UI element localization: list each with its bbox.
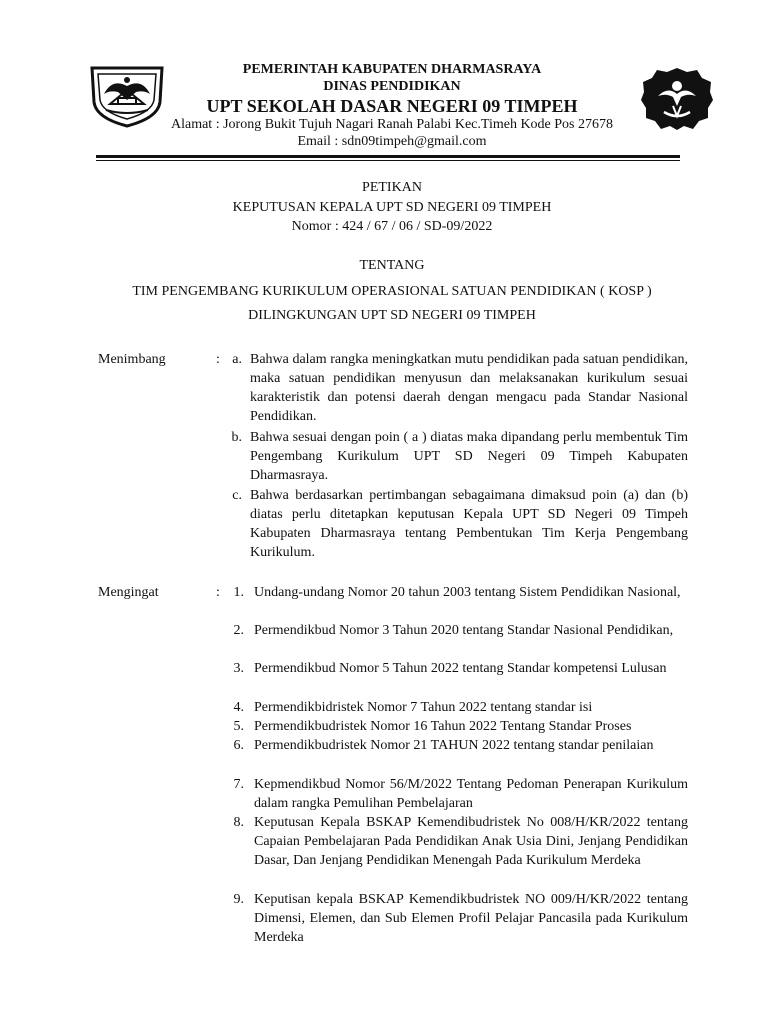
subject-line-2: DILINGKUNGAN UPT SD NEGERI 09 TIMPEH	[248, 308, 536, 323]
menimbang-marker: b.	[231, 430, 242, 445]
mengingat-item-text: Permendikbidristek Nomor 7 Tahun 2022 tentang standar isi	[254, 700, 593, 715]
menimbang-colon: :	[216, 352, 220, 367]
menimbang-label: Menimbang	[98, 352, 166, 367]
mengingat-item-text: Undang-undang Nomor 20 tahun 2003 tentang Sistem Pendidikan Nasional,	[254, 585, 681, 600]
letterhead-school-name: UPT SEKOLAH DASAR NEGERI 09 TIMPEH	[206, 96, 578, 116]
letterhead-divider-thin	[96, 160, 680, 161]
doc-type-title: PETIKAN	[362, 180, 422, 195]
decree-number: Nomor : 424 / 67 / 06 / SD-09/2022	[291, 219, 493, 234]
mengingat-item-text: Keputusan Kepala BSKAP Kemendibudristek No 008/H/KR/2022 tentang Capaian Pembelajaran Pada Pendidikan Anak Usia Dini, Jenjang Pendidikan Dasar, Dan Jenjang Pendidikan Menengah Pada Kurikulum Merdeka	[254, 815, 688, 868]
letterhead-divider-thick	[96, 155, 680, 158]
mengingat-marker: 9.	[233, 892, 244, 907]
mengingat-marker: 3.	[233, 661, 244, 676]
mengingat-item-text: Permendikbud Nomor 3 Tahun 2020 tentang Standar Nasional Pendidikan,	[254, 623, 674, 638]
mengingat-item-text: Permendikbudristek Nomor 21 TAHUN 2022 tentang standar penilaian	[254, 738, 654, 753]
menimbang-item-text: Bahwa sesuai dengan poin ( a ) diatas maka dipandang perlu membentuk Tim Pengembang Kurikulum UPT SD Negeri 09 Timpeh Kabupaten Dharmasraya.	[250, 430, 688, 483]
mengingat-item-text: Permendikbudristek Nomor 16 Tahun 2022 Tentang Standar Proses	[254, 719, 632, 734]
letterhead-address: Alamat : Jorong Bukit Tujuh Nagari Ranah Palabi Kec.Timeh Kode Pos 27678	[170, 117, 614, 132]
mengingat-marker: 1.	[233, 585, 244, 600]
letterhead-department: DINAS PENDIDIKAN	[323, 79, 461, 94]
menimbang-marker: a.	[232, 352, 242, 367]
mengingat-label: Mengingat	[98, 585, 159, 600]
mengingat-item-text: Permendikbud Nomor 5 Tahun 2022 tentang Standar kompetensi Lulusan	[254, 661, 667, 676]
mengingat-marker: 8.	[233, 815, 244, 830]
decree-title: KEPUTUSAN KEPALA UPT SD NEGERI 09 TIMPEH	[232, 200, 552, 215]
mengingat-marker: 7.	[233, 777, 244, 792]
about-heading: TENTANG	[359, 258, 425, 273]
menimbang-marker: c.	[232, 488, 242, 503]
mengingat-marker: 5.	[233, 719, 244, 734]
mengingat-marker: 4.	[233, 700, 244, 715]
letterhead-government: PEMERINTAH KABUPATEN DHARMASRAYA	[242, 62, 542, 77]
menimbang-item-text: Bahwa berdasarkan pertimbangan sebagaimana dimaksud poin (a) dan (b) diatas perlu ditetapkan keputusan Kepala UPT SD Negeri 09 Timpeh Kabupaten Dharmasraya tentang Pembentukan Tim Kerja Pengembang Kurikulum.	[250, 488, 688, 560]
mengingat-marker: 6.	[233, 738, 244, 753]
menimbang-item-text: Bahwa dalam rangka meningkatkan mutu pendidikan pada satuan pendidikan, maka satuan pendidikan menyusun dan melaksanakan kurikulum sesuai karakteristik dan potensi daerah dengan mengacu pada Standar Nasional Pendidikan.	[250, 352, 688, 424]
mengingat-colon: :	[216, 585, 220, 600]
letterhead-email: Email : sdn09timpeh@gmail.com	[297, 134, 487, 149]
mengingat-item-text: Kepmendikbud Nomor 56/M/2022 Tentang Pedoman Penerapan Kurikulum dalam rangka Pemulihan Pembelajaran	[254, 777, 688, 811]
subject-line-1: TIM PENGEMBANG KURIKULUM OPERASIONAL SATUAN PENDIDIKAN ( KOSP )	[132, 284, 652, 299]
mengingat-marker: 2.	[233, 623, 244, 638]
mengingat-item-text: Keputisan kepala BSKAP Kemendikbudristek NO 009/H/KR/2022 tentang Dimensi, Elemen, dan Sub Elemen Profil Pelajar Pancasila pada Kurikulum Merdeka	[254, 892, 688, 945]
